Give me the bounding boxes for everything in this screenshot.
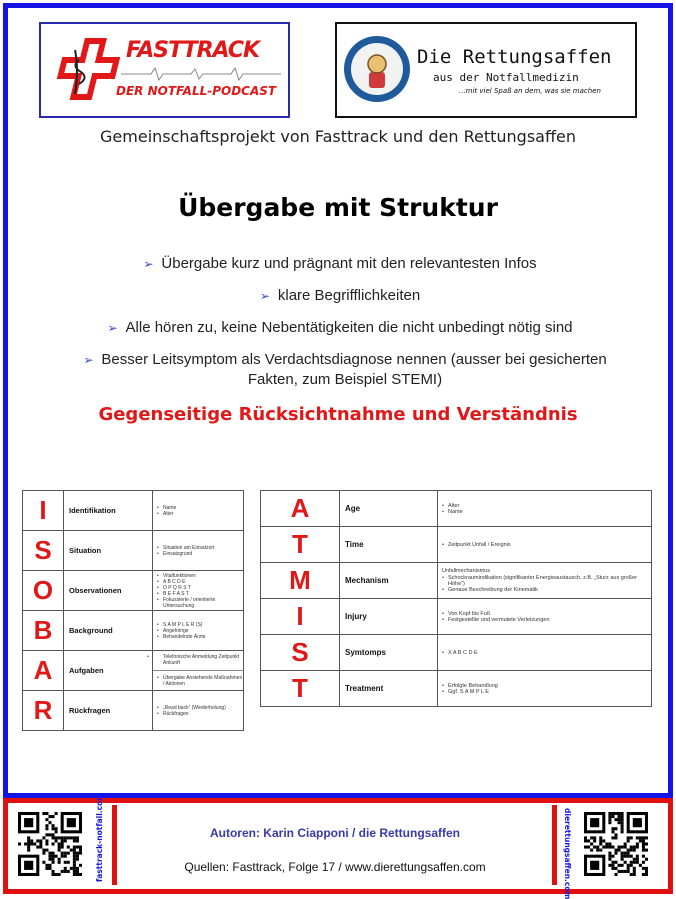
row-details [438, 671, 652, 707]
row-details [153, 651, 244, 691]
row-label: Aufgaben [64, 651, 153, 691]
detail-item: • Festgestellte und vermutete Verletzungen [448, 617, 651, 623]
detail-item: • Vitalfunktionen [163, 573, 243, 579]
detail-item: • Erfolgte Behandlung [448, 683, 651, 689]
table-row [261, 635, 652, 671]
medical-cross-icon [45, 30, 125, 110]
row-label: Treatment [340, 671, 438, 707]
table-row [261, 563, 652, 599]
detail-item: • Von Kopf bis Fuß [448, 611, 651, 617]
row-label: Observationen [64, 571, 153, 611]
row-label: Rückfragen [64, 691, 153, 731]
qr-code-icon[interactable] [584, 812, 648, 876]
table-row [261, 671, 652, 707]
detail-item: • Genaue Beschreibung der Kinematik [448, 587, 651, 593]
rettungsaffen-title: Die Rettungsaffen [417, 46, 612, 68]
sources-text: Quellen: Fasttrack, Folge 17 / www.dierettungsaffen.com [184, 860, 486, 874]
row-label: Age [340, 491, 438, 527]
table-row [23, 491, 244, 531]
row-details [438, 599, 652, 635]
row-label: Symtomps [340, 635, 438, 671]
bullet-item [40, 254, 640, 274]
detail-item: • X A B C D E [448, 650, 651, 656]
fasttrack-logo[interactable] [39, 22, 290, 118]
project-heading: Gemeinschaftsprojekt von Fasttrack und den Rettungsaffen [100, 127, 576, 146]
row-details [438, 491, 652, 527]
detail-item: • A B C D E [163, 579, 243, 585]
row-label: Background [64, 611, 153, 651]
arrow-icon: ➢ [107, 321, 118, 335]
detail-item: • Alter [448, 503, 651, 509]
bullet-text: klare Begrifflichkeiten [277, 287, 421, 304]
fasttrack-title: FASTTRACK [126, 38, 260, 63]
row-details [153, 691, 244, 731]
table-row [23, 691, 244, 731]
table-row [261, 527, 652, 563]
table-row [23, 611, 244, 651]
acronym-letter: S [23, 531, 64, 571]
acronym-letter: I [23, 491, 64, 531]
row-label: Injury [340, 599, 438, 635]
table-row [23, 651, 244, 691]
detail-heading: Unfallmechanismus [442, 568, 490, 574]
rettungsaffen-logo[interactable] [335, 22, 637, 118]
rettungsaffen-subtitle: aus der Notfallmedizin [433, 71, 579, 84]
bullet-item [40, 286, 640, 306]
row-details [438, 527, 652, 563]
detail-item: • Name [163, 505, 243, 511]
bullet-item [40, 318, 640, 338]
row-details [153, 491, 244, 531]
detail-item: • O P Q R S T [163, 585, 243, 591]
row-details [153, 531, 244, 571]
page-title: Übergabe mit Struktur [178, 193, 498, 222]
detail-item: • Rückfragen [163, 711, 243, 717]
detail-item: • Behandelnde Ärzte [163, 634, 243, 640]
row-label: Mechanism [340, 563, 438, 599]
detail-item: • Zeitpunkt Unfall / Ereignis [448, 542, 651, 548]
highlight-heading: Gegenseitige Rücksichtnahme und Verständnis [98, 404, 578, 425]
row-label: Situation [64, 531, 153, 571]
bullet-text: Übergabe kurz und prägnant mit den relevantesten Infos [161, 255, 537, 272]
bullet-text: Besser Leitsymptom als Verdachtsdiagnose nennen (ausser bei gesicherten Fakten, zum Beispiel STEMI) [101, 351, 607, 388]
arrow-icon: ➢ [259, 289, 270, 303]
fasttrack-subtitle: DER NOTFALL-PODCAST [116, 84, 277, 98]
footer-divider [112, 805, 117, 885]
rettungsaffen-url[interactable]: dierettungsaffen.com [563, 808, 572, 899]
row-details [153, 611, 244, 651]
heartbeat-line-icon [121, 66, 281, 82]
detail-item: • Angehörige [163, 628, 243, 634]
table-row [261, 491, 652, 527]
detail-item: • Alter [163, 511, 243, 517]
footer-divider [552, 805, 557, 885]
acronym-letter: A [261, 491, 340, 527]
row-label: Time [340, 527, 438, 563]
row-details [438, 563, 652, 599]
acronym-letter: A [23, 651, 64, 691]
acronym-letter: B [23, 611, 64, 651]
acronym-letter: T [261, 671, 340, 707]
table-row [23, 571, 244, 611]
authors-text: Autoren: Karin Ciapponi / die Rettungsaffen [209, 826, 460, 840]
detail-item: • Fokussierte / orientierte Untersuchung [163, 597, 243, 609]
arrow-icon: ➢ [143, 257, 154, 271]
acronym-letter: M [261, 563, 340, 599]
rettungsaffen-tagline: ...mit viel Spaß an dem, was sie machen [459, 87, 601, 95]
arrow-icon: ➢ [83, 353, 94, 367]
row-details [438, 635, 652, 671]
detail-item: • Telefonische Anmeldung Zeitpunkt Ankunft [153, 654, 243, 671]
fasttrack-url[interactable]: fasttrack-notfall.com [95, 792, 104, 882]
acronym-letter: S [261, 635, 340, 671]
detail-item: • Name [448, 509, 651, 515]
acronym-letter: R [23, 691, 64, 731]
detail-item: • Situation am Einsatzort [163, 545, 243, 551]
detail-item: • S A M P L E R (S) [163, 622, 243, 628]
detail-item: • „Read back“ (Wiederholung) [163, 705, 243, 711]
detail-item: • Ggf. S A M P L E [448, 689, 651, 695]
bullet-text: Alle hören zu, keine Nebentätigkeiten die nicht unbedingt nötig sind [125, 319, 573, 336]
rettungsaffen-badge-icon [342, 34, 412, 104]
atmist-table [260, 490, 652, 707]
detail-item: • Übergabe Anstehende Maßnahmen / Aktionen [163, 671, 243, 687]
detail-item: • Einsatzgrund [163, 551, 243, 557]
table-row [261, 599, 652, 635]
isobar-table [22, 490, 244, 731]
qr-code-icon[interactable] [18, 812, 82, 876]
acronym-letter: O [23, 571, 64, 611]
row-label: Identifikation [64, 491, 153, 531]
detail-item: • Schockraumindikation (signifikanter Energieaustausch, z.B. „Sturz aus großer Höhe“) [448, 575, 651, 587]
row-details [153, 571, 244, 611]
detail-item: • B E F A S T [163, 591, 243, 597]
table-row [23, 531, 244, 571]
bullet-item [60, 350, 630, 389]
acronym-letter: T [261, 527, 340, 563]
acronym-letter: I [261, 599, 340, 635]
